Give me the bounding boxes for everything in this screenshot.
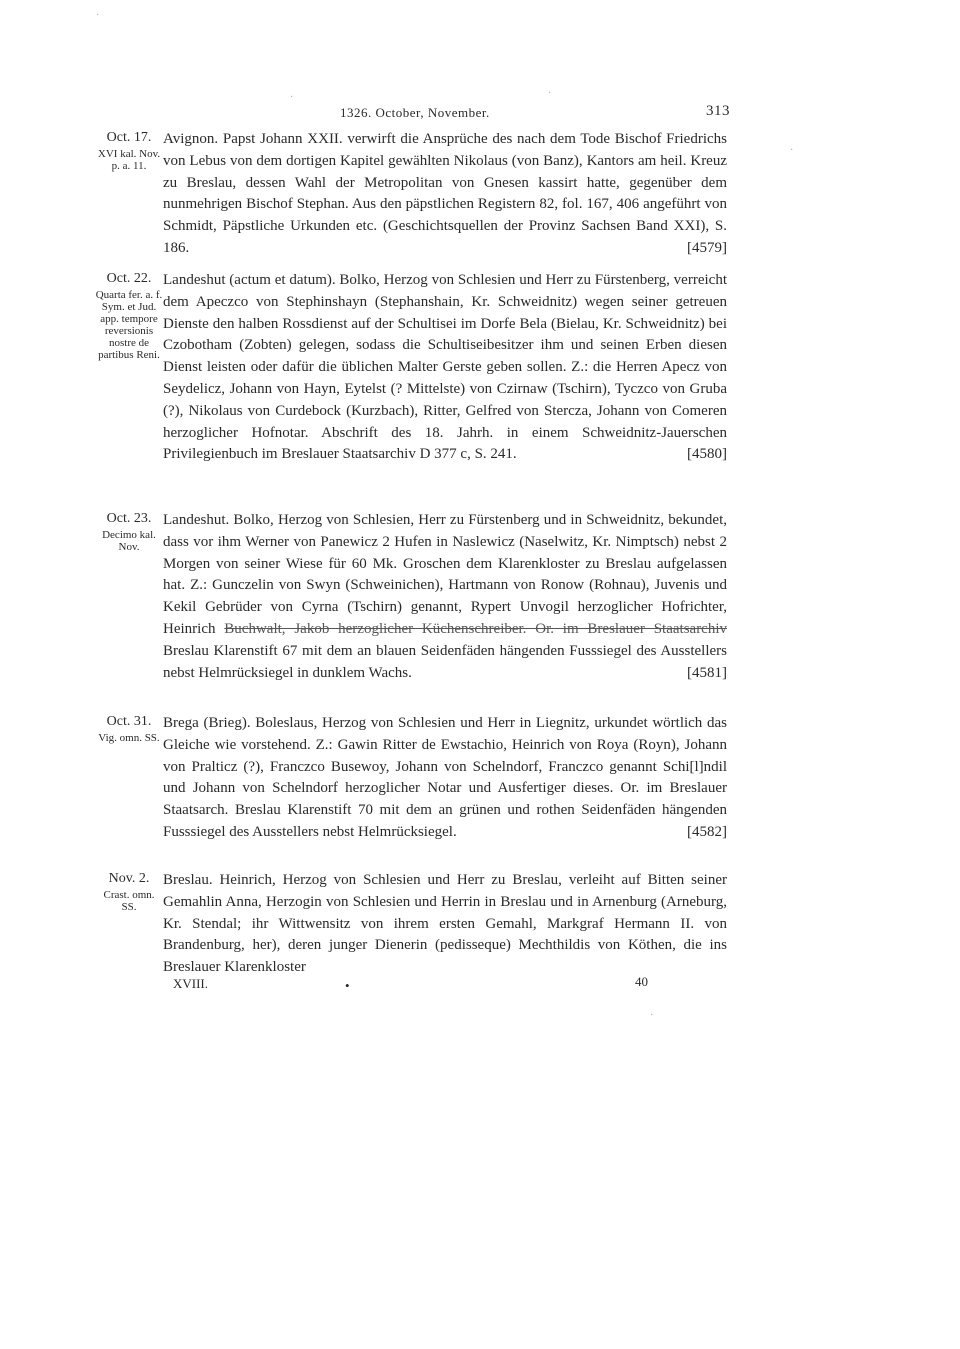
margin-note: Crast. omn. SS.: [103, 889, 155, 913]
margin-column: [95, 270, 163, 361]
margin-note: Vig. omn. SS.: [98, 732, 160, 744]
margin-note: Decimo kal. Nov.: [102, 529, 156, 553]
entry-number: [4580]: [687, 446, 727, 463]
margin-column: [95, 129, 163, 172]
scan-speck: ·: [290, 92, 294, 103]
sheet-number: 40: [635, 974, 648, 989]
scan-speck: ·: [790, 145, 794, 156]
entry-text: Avignon. Papst Johann XXII. verwirft die Ansprüche des nach dem Tode Bischof Friedrichs von Lebus von dem dortigen Kapitel gewählten Nikolaus (von Banz), Kantors am heil. Kreuz zu Breslau, dessen Wahl der Metropolitan von Gnesen kassirt hatte, gegenüber dem nunmehrigen Bischof Stephan. Aus den päpstlichen Registern 82, fol. 167, 406 angeführt von Schmidt, Päpstliche Urkunden etc. (Geschichtsquellen der Provinz Sachsen Band XXI), S. 186.: [163, 131, 727, 256]
scan-speck: ·: [96, 10, 100, 21]
signature-mark: XVIII.: [173, 976, 209, 991]
entry-date: Nov. 2.: [108, 871, 150, 886]
scan-speck: ·: [650, 1010, 654, 1021]
entry-number: [4582]: [687, 823, 727, 840]
margin-column: [95, 510, 163, 553]
entry-text: Breslau. Heinrich, Herzog von Schlesien und Herr zu Breslau, verleiht auf Bitten seiner Gemahlin Anna, Herzogin von Schlesien und Herrin in Breslau und in Arnenburg (Arneburg, Kr. Stendal; ihr Wittwensitz von ihrem ersten Gemahl, Markgraf Hermann II. von Brandenburg, her), deren junger Dienerin (pedisseque) Mechthildis von Köthen, die ins Breslauer Klarenkloster: [163, 872, 727, 976]
entry-body: [163, 870, 727, 979]
entry-date: Oct. 17.: [106, 130, 152, 145]
entry-body: [163, 129, 727, 260]
entry-date: Oct. 23.: [106, 511, 152, 526]
entry-text-end: Breslau Klarenstift 67 mit dem an blauen Seidenfäden hängenden Fusssiegel des Ausstellers nebst Helmrücksiegel in dunklem Wachs.: [163, 642, 727, 681]
entry-body: [163, 510, 727, 684]
entry-body: [163, 270, 727, 466]
entry-body: [163, 713, 727, 844]
entry-text: Landeshut. Bolko, Herzog von Schlesien, Herr zu Fürstenberg und in Schweidnitz, bekundet, dass vor ihm Werner von Panewicz 2 Hufen in Naslewicz (Naselwitz, Kr. Nimptsch) nebst 2 Morgen von seiner Wiese für 60 Mk. Groschen dem Klarenkloster zu Breslau aufgelassen hat. Z.: Gunczelin von Swyn (Schweinichen), Hartmann von Ronow (Rohnau), Juvenis und Kekil Gebrüder von Cyrna (Tschirn) genannt, Rypert Unvogil herzoglicher Hofrichter, Heinrich: [163, 512, 727, 637]
entry-date: Oct. 22.: [106, 271, 152, 286]
entry-text: Landeshut (actum et datum). Bolko, Herzog von Schlesien und Herr zu Fürstenberg, verreicht dem Apeczco von Stephinshayn (Stephanshain, Kr. Schweidnitz) wegen seiner getreuen Dienste den halben Rossdienst auf der Schultisei im Dorfe Bela (Bielau, Kr. Schweidnitz) bei Czobotham (Zobten) gelegen, sodass die Schultiseibesitzer ihm und seinen Erben diesen Dienst leisten oder dafür die üblichen Malter Gerste geben sollen. Z.: die Herren Apecz von Seydelicz, Johann von Hayn, Eytelst (? Mittelste) von Czirnaw (Tschirn), Tyczco von Gruba (?), Nikolaus von Curdebock (Kurzbach), Ritter, Gelfred von Stercza, Johann von Comeren herzoglicher Hofnotar. Abschrift des 18. Jahrh. in einem Schweidnitz-Jauerschen Privilegienbuch im Breslauer Staatsarchiv D 377 c, S. 241.: [163, 272, 727, 463]
scan-speck: ·: [548, 88, 552, 99]
page-number: 313: [706, 103, 730, 119]
entry-number: [4581]: [687, 664, 727, 681]
entry-text: Brega (Brieg). Boleslaus, Herzog von Schlesien und Herr in Liegnitz, urkundet wörtlich das Gleiche wie vorstehend. Z.: Gawin Ritter de Ewstachio, Heinrich von Roya (Royn), Johann von Pralticz (?), Franczco Busewoy, Johann von Schelndorf, Franczco genannt Schi[l]ndil und Johann von Schelndorf herzoglicher Notar und Ausfertiger dieses. Or. im Breslauer Staatsarch. Breslau Klarenstift 70 mit dem an grünen und rothen Seidenfäden hängenden Fusssiegel des Ausstellers nebst Helmrücksiegel.: [163, 715, 727, 840]
running-title: 1326. October, November.: [340, 105, 490, 120]
footer-dot: •: [345, 978, 350, 993]
margin-note: Quarta fer. a. f. Sym. et Jud. app. tempore reversionis nostre de partibus Reni.: [95, 289, 163, 361]
margin-note: XVI kal. Nov. p. a. 11.: [97, 148, 161, 172]
struck-text: Buchwalt, Jakob herzoglicher Küchenschreiber. Or. im Breslauer Staatsarchiv: [224, 620, 728, 637]
entry-number: [4579]: [687, 239, 727, 256]
margin-column: [95, 870, 163, 913]
entry-date: Oct. 31.: [106, 714, 152, 729]
margin-column: [95, 713, 163, 744]
